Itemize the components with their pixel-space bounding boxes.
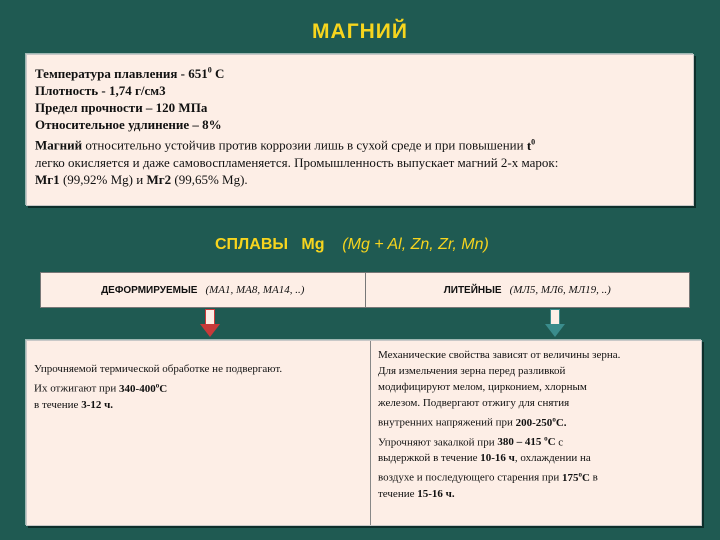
category-cast: ЛИТЕЙНЫЕ (МЛ5, МЛ6, МЛ19, ..) — [365, 273, 690, 307]
alloy-categories — [40, 272, 690, 308]
strength: Предел прочности – 120 МПа — [35, 100, 208, 116]
wrought-treatment: Упрочняемой термической обработке не подвергают. Их отжигают при $340-400^оС$ в течение 3-12 ч. — [34, 363, 283, 411]
elongation: Относительное удлинение – 8% — [35, 117, 222, 133]
treatment-box — [26, 340, 702, 526]
alloys-heading: СПЛАВЫ Mg (Mg + Al, Zn, Zr, Mn) — [215, 236, 489, 253]
grades: Мг1 (99,92% Mg) и Мг2 (99,65% Mg). — [35, 171, 248, 187]
melting-point: Температура плавления - $651^0$ С — [35, 66, 225, 82]
density: Плотность - 1,74 г/см3 — [35, 83, 166, 99]
page-title: МАГНИЙ — [312, 20, 408, 43]
corrosion-note: Магний относительно устойчив против коррозии лишь в сухой среде и при повышении $t^0$ — [35, 137, 536, 153]
cast-treatment: Механические свойства зависят от величины зерна. Для измельчения зерна перед разливкой модифицируют мелом, цирконием, хлорным железом. Подвергают отжигу для снятия внутренних напряжений при $200-250^оС$. Упрочняют закалкой при 380 – 415 $^о$С с выдержкой в течение 10-16 ч, охлаждении на воздухе и последующего старения при $175^оС$ в течение 15-16 ч. — [370, 341, 701, 525]
category-wrought: ДЕФОРМИРУЕМЫЕ (МА1, МА8, МА14, ..) — [101, 284, 305, 296]
properties-box — [26, 54, 694, 206]
corrosion-note-cont: легко окисляется и даже самовоспламеняется. Промышленность выпускает магний 2-х марок: — [35, 154, 559, 170]
